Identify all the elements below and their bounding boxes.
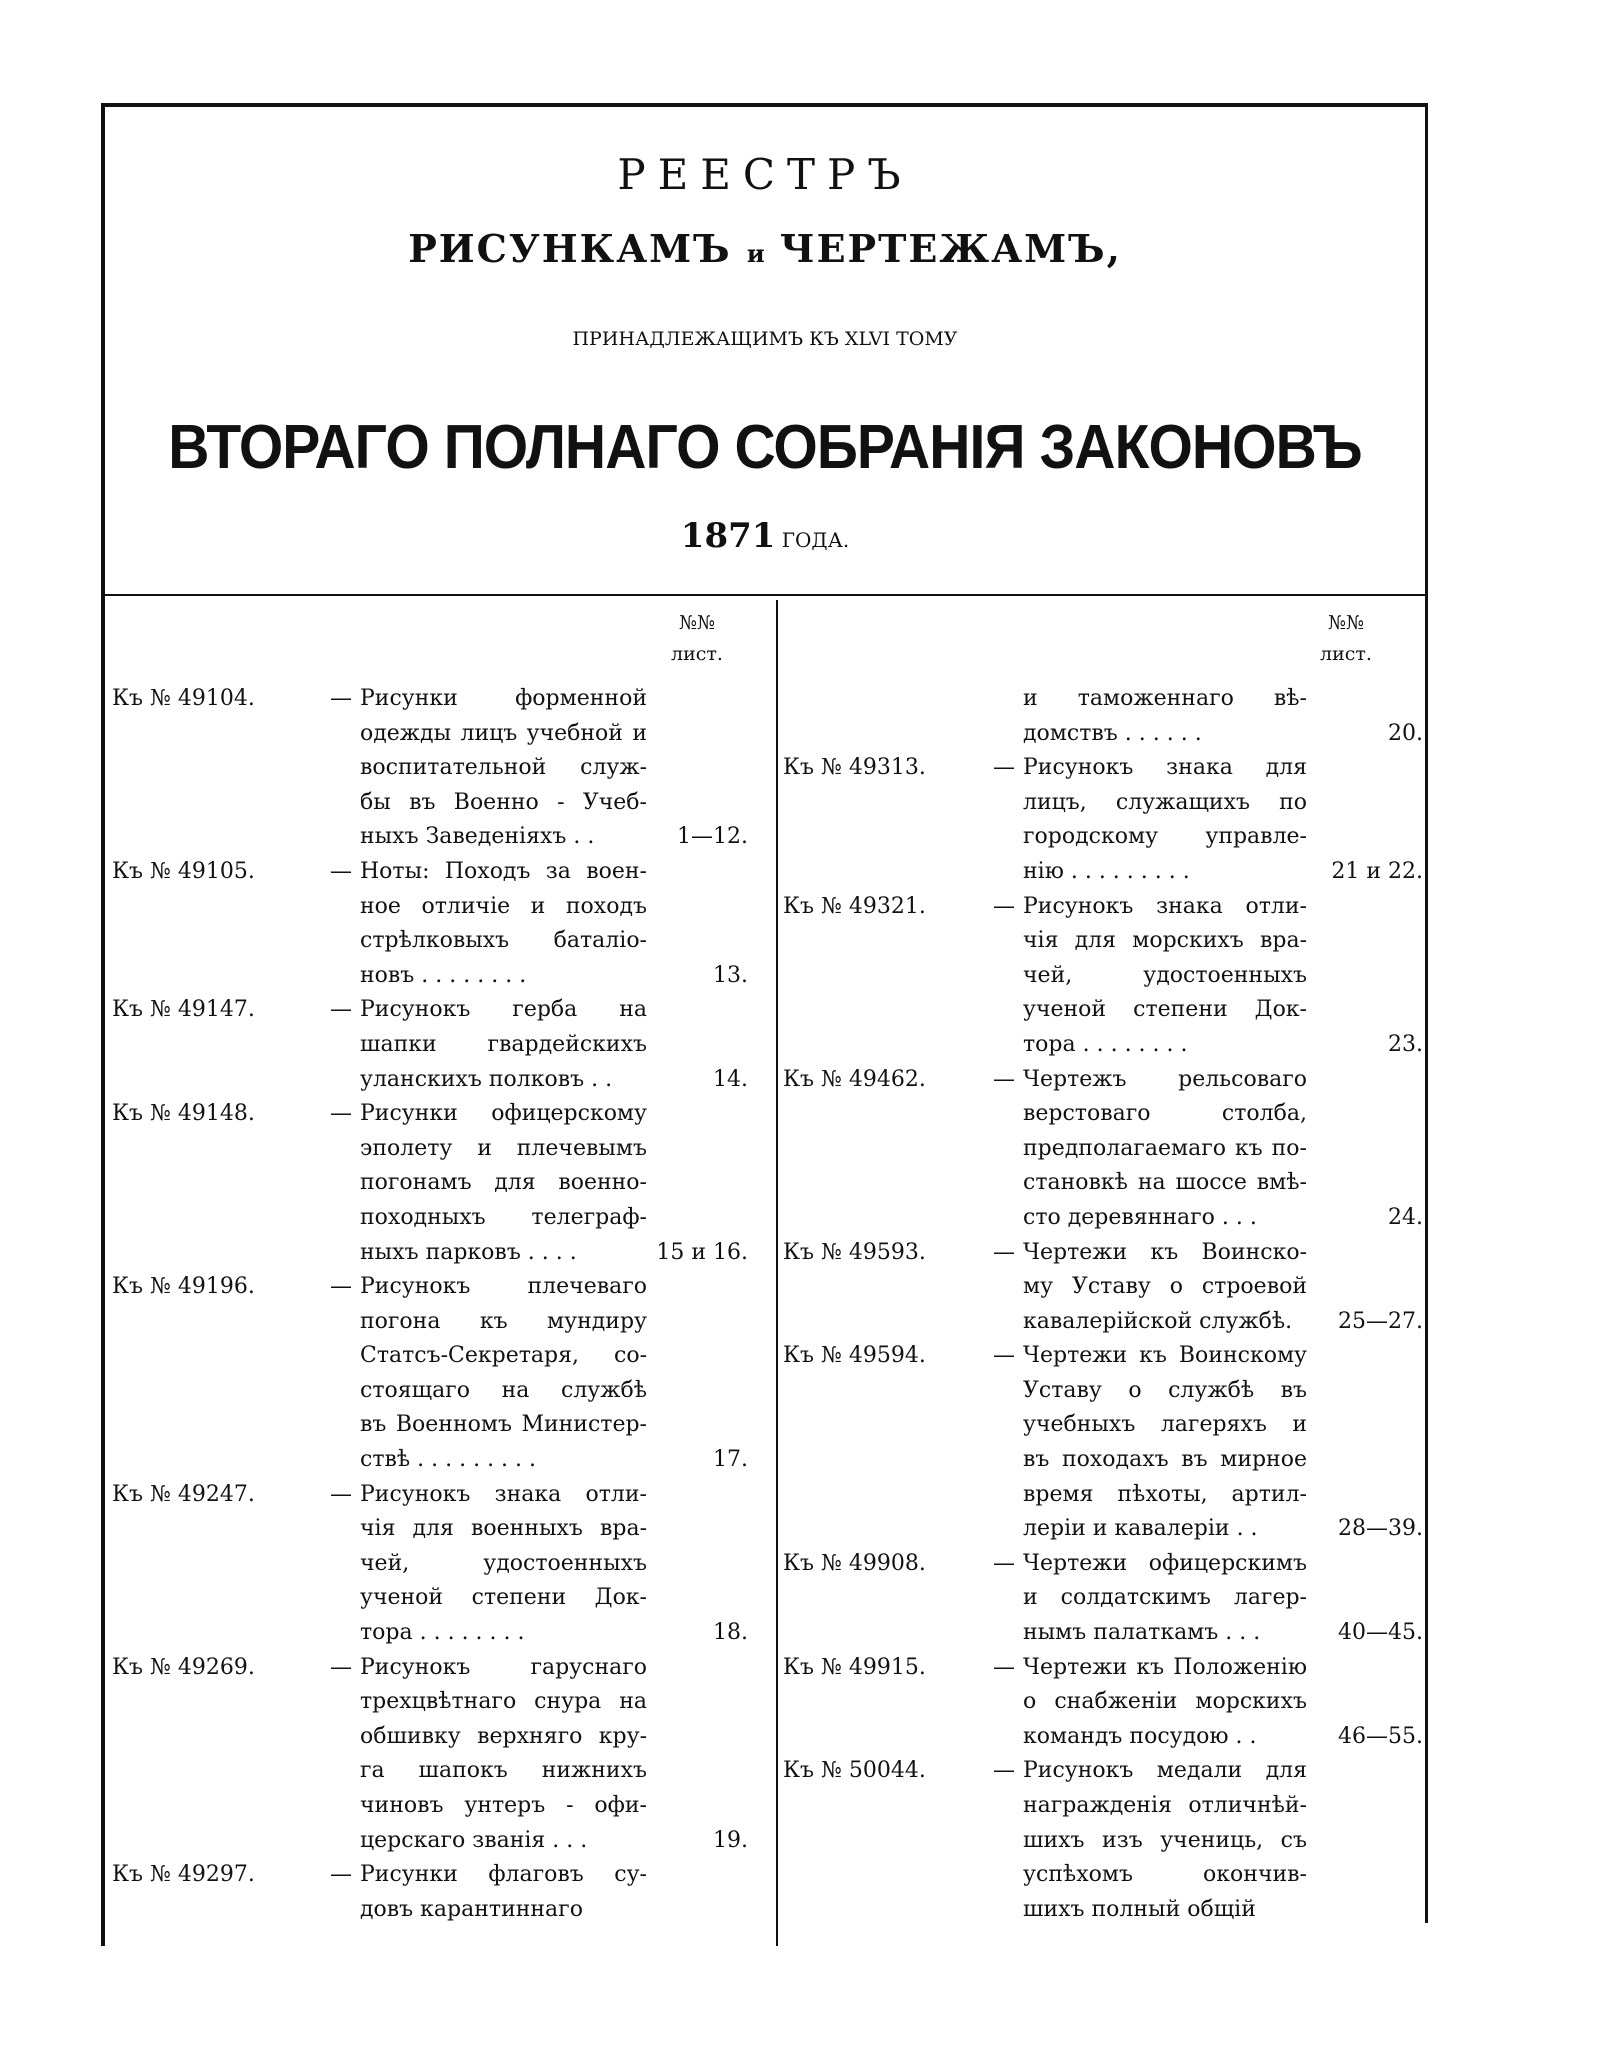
entry-number: Къ № 49594. bbox=[783, 1343, 926, 1369]
description-line: Рисунокъ герба на bbox=[360, 997, 647, 1023]
entry-dash: — bbox=[330, 686, 352, 711]
description-line: тора . . . . . . . . bbox=[360, 1620, 525, 1646]
register-entry bbox=[112, 1858, 762, 1927]
register-entry bbox=[112, 993, 762, 1097]
description-line: городскому управле- bbox=[1023, 824, 1307, 850]
description-line: Рисунокъ знака отли- bbox=[360, 1481, 647, 1507]
sheet-number-header-left bbox=[642, 608, 752, 670]
entry-dash: — bbox=[993, 1343, 1015, 1369]
description-line: ствѣ . . . . . . . . . bbox=[360, 1447, 537, 1473]
entry-number: Къ № 49297. bbox=[112, 1862, 255, 1888]
title-drawings bbox=[105, 226, 1425, 271]
description-line: погона къ мундиру bbox=[360, 1308, 647, 1334]
entry-sheets: 28—39. bbox=[1338, 1516, 1423, 1542]
register-entry bbox=[783, 1063, 1423, 1236]
description-line: уланскихъ полковъ . . bbox=[360, 1066, 613, 1092]
sheet-header-label: лист. bbox=[1320, 643, 1372, 665]
description-line: бы въ Военно - Учеб- bbox=[360, 789, 647, 815]
description-line: стрѣлковыхъ баталіо- bbox=[360, 928, 647, 954]
entry-number: Къ № 49269. bbox=[112, 1654, 255, 1680]
description-line: Чертежи къ Воинскому bbox=[1023, 1343, 1307, 1369]
entry-dash: — bbox=[993, 1550, 1015, 1576]
frame-top-rule bbox=[101, 103, 1428, 107]
frame-right-rule bbox=[1425, 103, 1428, 1923]
entry-sheets: 14. bbox=[713, 1066, 748, 1092]
description-line: шихъ полный общій bbox=[1023, 1896, 1256, 1922]
entry-number: Къ № 49313. bbox=[783, 755, 926, 781]
right-entries bbox=[783, 682, 1423, 1927]
description-line: предполагаемаго къ по- bbox=[1023, 1135, 1307, 1161]
description-line: Ноты: Походъ за воен- bbox=[360, 858, 647, 884]
title-drawings-and: и bbox=[746, 239, 765, 268]
entry-number: Къ № 49104. bbox=[112, 686, 255, 711]
description-line: Рисунокъ медали для bbox=[1023, 1758, 1307, 1784]
description-line: Рисунокъ гаруснаго bbox=[360, 1654, 647, 1680]
entry-sheets: 20. bbox=[1388, 720, 1423, 746]
frame-left-rule bbox=[101, 103, 105, 1946]
description-line: Рисунки форменной bbox=[360, 686, 647, 711]
description-line: му Уставу о строевой bbox=[1023, 1274, 1307, 1300]
column-divider bbox=[776, 600, 778, 1946]
entry-dash: — bbox=[330, 997, 352, 1023]
entry-description bbox=[360, 855, 647, 993]
sheet-header-label: лист. bbox=[671, 643, 723, 665]
entry-description bbox=[1023, 751, 1307, 889]
description-line: нымъ палаткамъ . . . bbox=[1023, 1620, 1261, 1646]
description-line: Уставу о службѣ въ bbox=[1023, 1377, 1307, 1403]
title-volume: ПРИНАДЛЕЖАЩИМЪ КЪ XLVI ТОМУ bbox=[572, 328, 958, 350]
description-line: чиновъ унтеръ - офи- bbox=[360, 1793, 647, 1818]
description-line: Чертежи къ Воинско- bbox=[1023, 1239, 1307, 1265]
description-line: походныхъ телеграф- bbox=[360, 1204, 647, 1230]
left-entries bbox=[112, 682, 762, 1927]
entry-number: Къ № 50044. bbox=[783, 1758, 926, 1784]
title-drawings-a: РИСУНКАМЪ bbox=[408, 226, 732, 271]
description-line: время пѣхоты, артил- bbox=[1023, 1481, 1307, 1507]
entry-description bbox=[360, 682, 647, 855]
register-entry bbox=[112, 855, 762, 993]
description-line: чія для военныхъ вра- bbox=[360, 1516, 647, 1542]
register-entry bbox=[112, 1478, 762, 1651]
entry-sheets: 25—27. bbox=[1338, 1308, 1423, 1334]
description-line: обшивку верхняго кру- bbox=[360, 1723, 647, 1749]
register-entry bbox=[783, 1236, 1423, 1340]
entry-number: Къ № 49321. bbox=[783, 893, 926, 919]
description-line: Чертежи офицерскимъ bbox=[1023, 1550, 1307, 1576]
description-line: успѣхомъ окончив- bbox=[1023, 1862, 1307, 1888]
description-line: и таможеннаго вѣ- bbox=[1023, 686, 1307, 711]
entry-sheets: 40—45. bbox=[1338, 1620, 1423, 1646]
description-line: Рисунки флаговъ су- bbox=[360, 1862, 647, 1888]
entry-dash: — bbox=[330, 1481, 352, 1507]
entry-description bbox=[360, 1097, 647, 1270]
entry-sheets: 24. bbox=[1388, 1204, 1423, 1230]
entry-description bbox=[1023, 1236, 1307, 1340]
entry-sheets: 21 и 22. bbox=[1331, 858, 1423, 884]
description-line: въ походахъ въ мирное bbox=[1023, 1447, 1307, 1473]
register-entry bbox=[783, 751, 1423, 889]
description-line: чей, удостоенныхъ bbox=[360, 1550, 647, 1576]
sheet-header-numbers: №№ bbox=[679, 612, 715, 634]
description-line: чія для морскихъ вра- bbox=[1023, 928, 1307, 954]
register-entry bbox=[783, 1651, 1423, 1755]
register-entry bbox=[112, 1270, 762, 1478]
entry-dash: — bbox=[993, 1066, 1015, 1092]
year-number: 1871 bbox=[680, 516, 776, 556]
description-line: церскаго званія . . . bbox=[360, 1827, 588, 1853]
entry-sheets bbox=[1307, 1754, 1423, 1927]
entry-number: Къ № 49147. bbox=[112, 997, 255, 1023]
entry-description bbox=[1023, 1339, 1307, 1547]
description-line: ученой степени Док- bbox=[1023, 997, 1307, 1023]
title-divider bbox=[101, 594, 1428, 596]
description-line: верстоваго столба, bbox=[1023, 1101, 1307, 1127]
continued-entry bbox=[783, 682, 1423, 751]
register-entry bbox=[783, 890, 1423, 1063]
entry-description bbox=[1023, 1754, 1307, 1927]
description-line: ученой степени Док- bbox=[360, 1585, 647, 1611]
title-registry: РЕЕСТРЪ bbox=[617, 150, 913, 199]
description-line: довъ карантиннаго bbox=[360, 1896, 583, 1922]
entry-dash: — bbox=[993, 755, 1015, 781]
description-line: Чертежи къ Положенію bbox=[1023, 1654, 1307, 1680]
description-line: награжденія отличнѣй- bbox=[1023, 1793, 1307, 1818]
description-line: тора . . . . . . . . bbox=[1023, 1031, 1188, 1057]
description-line: становкѣ на шоссе вмѣ- bbox=[1023, 1170, 1307, 1196]
description-line: о снабженіи морскихъ bbox=[1023, 1689, 1307, 1715]
entry-dash: — bbox=[330, 858, 352, 884]
entry-sheets: 23. bbox=[1388, 1031, 1423, 1057]
entry-description bbox=[1023, 1651, 1307, 1755]
entry-number: Къ № 49105. bbox=[112, 858, 255, 884]
entry-sheets: 13. bbox=[713, 962, 748, 988]
entry-description bbox=[1023, 1063, 1307, 1236]
description-line: чей, удостоенныхъ bbox=[1023, 962, 1307, 988]
entry-description bbox=[360, 1478, 647, 1651]
description-line: стоящаго на службѣ bbox=[360, 1377, 647, 1403]
description-line: леріи и кавалеріи . . bbox=[1023, 1516, 1258, 1542]
description-line: погонамъ для военно- bbox=[360, 1170, 647, 1196]
sheet-number-header-right bbox=[1291, 608, 1401, 670]
description-line: Рисунки офицерскому bbox=[360, 1101, 647, 1127]
description-line: Чертежъ рельсоваго bbox=[1023, 1066, 1307, 1092]
description-line: учебныхъ лагеряхъ и bbox=[1023, 1412, 1307, 1438]
description-line: ное отличіе и походъ bbox=[360, 893, 647, 919]
register-entry bbox=[112, 682, 762, 855]
register-entry bbox=[783, 1339, 1423, 1547]
entry-sheets: 46—55. bbox=[1338, 1723, 1423, 1749]
entry-dash: — bbox=[993, 893, 1015, 919]
register-entry bbox=[112, 1651, 762, 1859]
description-line: га шапокъ нижнихъ bbox=[360, 1758, 647, 1784]
entry-number: Къ № 49462. bbox=[783, 1066, 926, 1092]
description-line: въ Военномъ Министер- bbox=[360, 1412, 647, 1438]
description-line: одежды лицъ учебной и bbox=[360, 720, 647, 746]
entry-description bbox=[360, 1651, 647, 1859]
title-year bbox=[105, 516, 1425, 556]
description-line: сто деревяннаго . . . bbox=[1023, 1204, 1257, 1230]
entry-dash: — bbox=[330, 1654, 352, 1680]
entry-sheets: 19. bbox=[713, 1827, 748, 1853]
description-line: Рисунокъ знака для bbox=[1023, 755, 1307, 781]
description-line: шихъ изъ учениць, съ bbox=[1023, 1827, 1307, 1853]
entry-sheets: 17. bbox=[713, 1447, 748, 1473]
sheet-header-numbers: №№ bbox=[1328, 612, 1364, 634]
entry-dash: — bbox=[993, 1654, 1015, 1680]
description-line: и солдатскимъ лагер- bbox=[1023, 1585, 1307, 1611]
description-line: Рисунокъ плечеваго bbox=[360, 1274, 647, 1300]
register-entry bbox=[783, 1547, 1423, 1651]
entry-number: Къ № 49196. bbox=[112, 1274, 255, 1300]
entry-sheets: 1—12. bbox=[677, 824, 748, 850]
description-line: Рисунокъ знака отли- bbox=[1023, 893, 1307, 919]
entry-number: Къ № 49148. bbox=[112, 1101, 255, 1127]
entry-number: Къ № 49908. bbox=[783, 1550, 926, 1576]
entry-description bbox=[1023, 682, 1307, 751]
register-entry bbox=[783, 1754, 1423, 1927]
entry-number: Къ № 49247. bbox=[112, 1481, 255, 1507]
entry-description bbox=[1023, 1547, 1307, 1651]
description-line: нію . . . . . . . . . bbox=[1023, 858, 1190, 884]
entry-description bbox=[360, 1270, 647, 1478]
title-collection: ВТОРАГО ПОЛНАГО СОБРАНІЯ ЗАКОНОВЪ bbox=[168, 413, 1362, 482]
description-line: лицъ, служащихъ по bbox=[1023, 789, 1307, 815]
description-line: командъ посудою . . bbox=[1023, 1723, 1257, 1749]
description-line: Статсъ-Секретаря, со- bbox=[360, 1343, 647, 1369]
year-suffix: ГОДА. bbox=[781, 528, 850, 552]
description-line: ныхъ парковъ . . . . bbox=[360, 1239, 577, 1265]
entry-number: Къ № 49915. bbox=[783, 1654, 926, 1680]
entry-dash: — bbox=[993, 1239, 1015, 1265]
description-line: эполету и плечевымъ bbox=[360, 1135, 647, 1161]
entry-number: Къ № 49593. bbox=[783, 1239, 926, 1265]
description-line: домствъ . . . . . . bbox=[1023, 720, 1202, 746]
entry-description bbox=[360, 993, 647, 1097]
description-line: трехцвѣтнаго снура на bbox=[360, 1689, 647, 1715]
description-line: ныхъ Заведеніяхъ . . bbox=[360, 824, 595, 850]
entry-description bbox=[360, 1858, 647, 1927]
entry-description bbox=[1023, 890, 1307, 1063]
register-entry bbox=[112, 1097, 762, 1270]
entry-dash: — bbox=[330, 1862, 352, 1888]
description-line: воспитательной служ- bbox=[360, 755, 647, 781]
description-line: кавалерійской службѣ. bbox=[1023, 1308, 1293, 1334]
description-line: новъ . . . . . . . . bbox=[360, 962, 527, 988]
entry-sheets: 15 и 16. bbox=[656, 1239, 748, 1265]
description-line: шапки гвардейскихъ bbox=[360, 1031, 647, 1057]
entry-sheets bbox=[647, 1858, 762, 1927]
entry-dash: — bbox=[330, 1274, 352, 1300]
entry-dash: — bbox=[330, 1101, 352, 1127]
entry-dash: — bbox=[993, 1758, 1015, 1784]
title-drawings-c: ЧЕРТЕЖАМЪ, bbox=[779, 226, 1122, 271]
entry-sheets: 18. bbox=[713, 1620, 748, 1646]
